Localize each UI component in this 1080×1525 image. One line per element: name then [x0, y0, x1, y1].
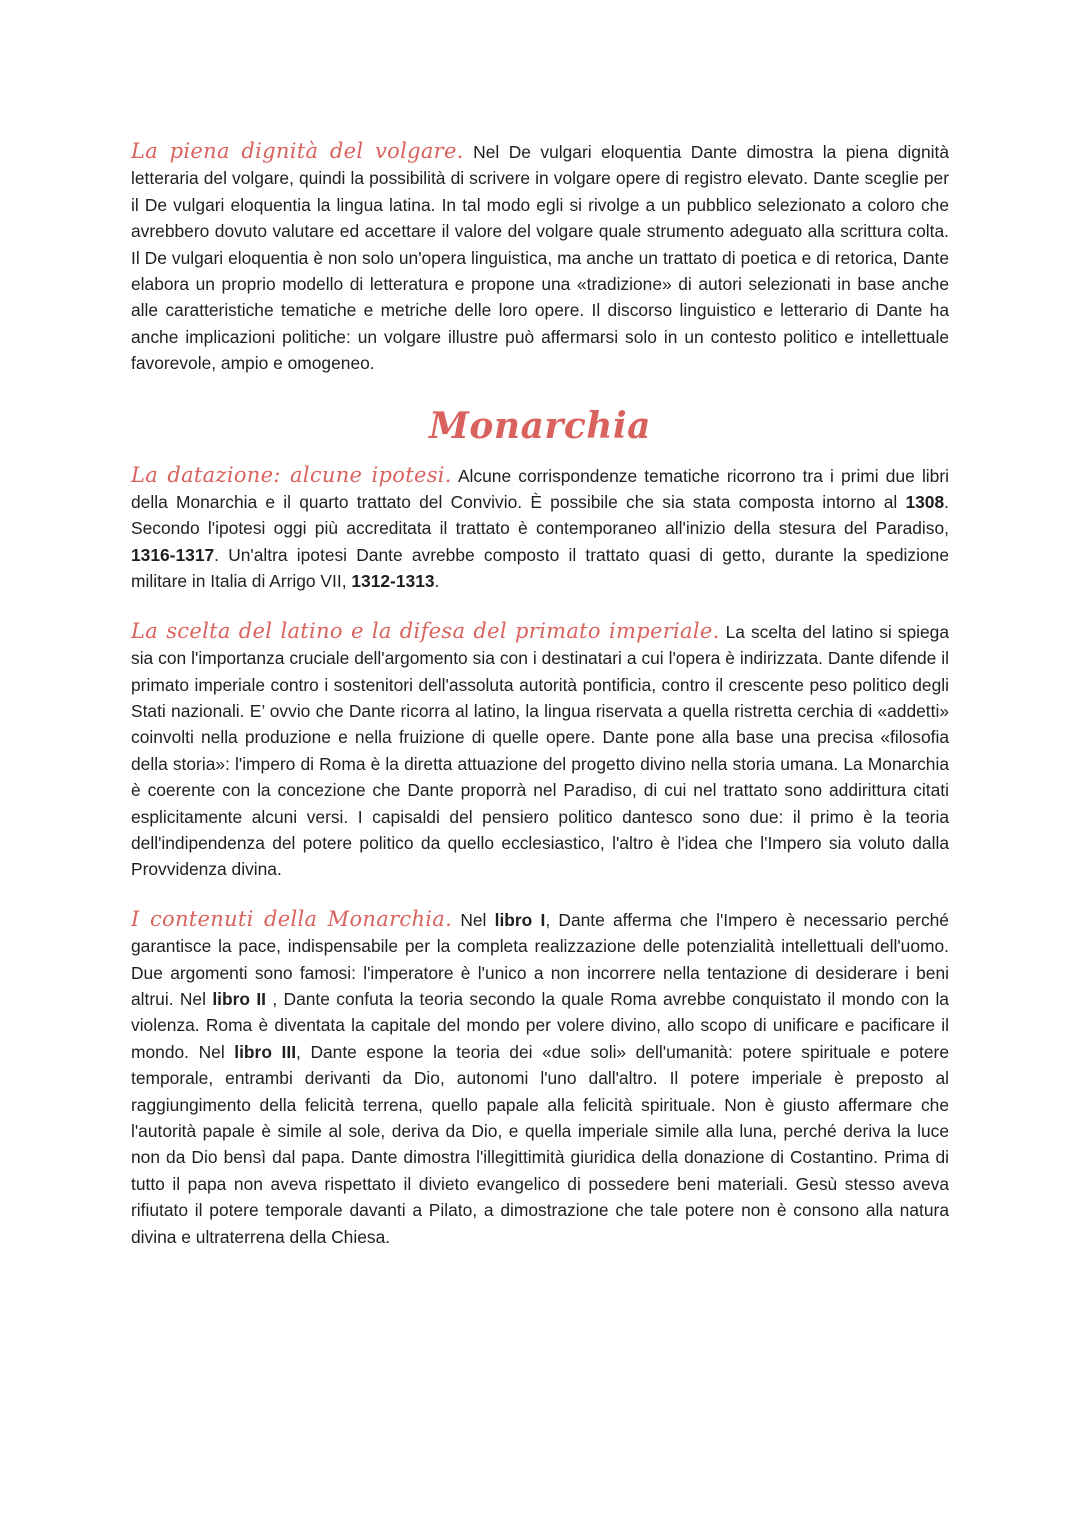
paragraph-text: Nel — [452, 909, 495, 930]
paragraph-latino — [131, 618, 949, 883]
document-page — [131, 138, 949, 1273]
paragraph-volgare — [131, 138, 949, 377]
paragraph-text: La scelta del latino si spiega sia con l'importanza cruciale dell'argomento sia con i destinatari a cui l'opera è indirizzata. Dante difende il primato imperiale contro i sostenitori dell'assoluta autorità pontificia, contro il crescente peso politico degli Stati nazionali. E’ ovvio che Dante ricorra al latino, la lingua riservata a quella ristretta cerchia di «addetti» coinvolti nella produzione e nella fruizione di quelle opere. Dante pone alla base una precisa «filosofia della storia»: l'impero di Roma è la diretta attuazione del progetto divino nella storia umana. La Monarchia è coerente con la concezione che Dante proporrà nel Paradiso, di cui nel trattato sono addirittura citati esplicitamente alcuni versi. I capisaldi del pensiero politico dantesco sono due: il primo è la teoria dell'indipendenza del potere politico da quello ecclesiastico, l'altro è l'idea che l'Impero sia voluto dalla Provvidenza divina. — [131, 621, 949, 880]
paragraph-text: , Dante afferma che l'Impero è necessario perché garantisce la pace, indispensabile per la completa realizzazione delle potenzialità intellettuali dell'uomo. Due argomenti sono famosi: l'imperatore è l'unico a non incorrere nella tentazione di desiderare i beni altrui. Nel — [131, 909, 949, 1009]
paragraph-text: , Dante espone la teoria dei «due soli» dell'umanità: potere spirituale e potere temporale, entrambi derivanti da Dio, autonomi l'uno dall'altro. Il potere imperiale è preposto al raggiungimento della felicità terrena, quello papale alla felicità spirituale. Non è giusto affermare che l'autorità papale è simile al sole, deriva da Dio, e quella imperiale simile alla luna, perché deriva la luce non da Dio bensì dal papa. Dante dimostra l'illegittimità giuridica della donazione di Costantino. Prima di tutto il papa non aveva rispettato il divieto evangelico di possedere beni materiali. Gesù stesso aveva rifiutato il potere temporale davanti a Pilato, a dimostrazione che tale potere non è consono alla natura divina e ultraterrena della Chiesa. — [131, 1041, 949, 1247]
book-bold: libro I — [494, 909, 546, 930]
paragraph-heading: La scelta del latino e la difesa del primato imperiale. — [131, 618, 720, 643]
date-bold: 1308 — [905, 492, 945, 513]
paragraph-heading: La piena dignità del volgare. — [131, 139, 464, 163]
paragraph-text: . — [434, 571, 440, 592]
paragraph-datazione — [131, 462, 949, 595]
section-title: Monarchia — [429, 404, 651, 447]
paragraph-text: , Dante confuta la teoria secondo la quale Roma avrebbe conquistato il mondo con la violenza. Roma è diventata la capitale del mondo per volere divino, allo scopo di unificare e pacificare il mondo. Nel — [131, 988, 949, 1062]
paragraph-heading: La datazione: alcune ipotesi. — [131, 462, 452, 487]
date-bold: 1312-1313 — [351, 571, 435, 592]
paragraph-text: . Un'altra ipotesi Dante avrebbe composto il trattato quasi di getto, durante la spedizione militare in Italia di Arrigo VII, — [131, 544, 949, 592]
paragraph-text: . Secondo l'ipotesi oggi più accreditata il trattato è contemporaneo all'inizio della stesura del Paradiso, — [131, 492, 949, 539]
date-bold: 1316-1317 — [131, 544, 215, 565]
book-bold: libro III — [234, 1041, 297, 1062]
paragraph-text: Alcune corrispondenze tematiche ricorrono tra i primi due libri della Monarchia e il quarto trattato del Convivio. È possibile che sia stata composta intorno al — [131, 465, 949, 513]
paragraph-heading: I contenuti della Monarchia. — [131, 906, 453, 931]
paragraph-text: Nel De vulgari eloquentia Dante dimostra la piena dignità letteraria del volgare, quindi la possibilità di scrivere in volgare opere di registro elevato. Dante sceglie per il De vulgari eloquentia la lingua latina. In tal modo egli si rivolge a un pubblico selezionato a coloro che avrebbero dovuto valutare ed accettare il valore del volgare quale strumento adeguato alla scrittura colta. Il De vulgari eloquentia è non solo un'opera linguistica, ma anche un trattato di poetica e di retorica, Dante elabora un proprio modello di letteratura e propone una «tradizione» di autori selezionati in base anche alle caratteristiche tematiche e metriche delle loro opere. Il discorso linguistico e letterario di Dante ha anche implicazioni politiche: un volgare illustre può affermarsi solo in un contesto politico e intellettuale favorevole, ampio e omogeneo. — [131, 142, 949, 374]
book-bold: libro II — [212, 988, 266, 1009]
paragraph-contenuti — [131, 906, 949, 1250]
